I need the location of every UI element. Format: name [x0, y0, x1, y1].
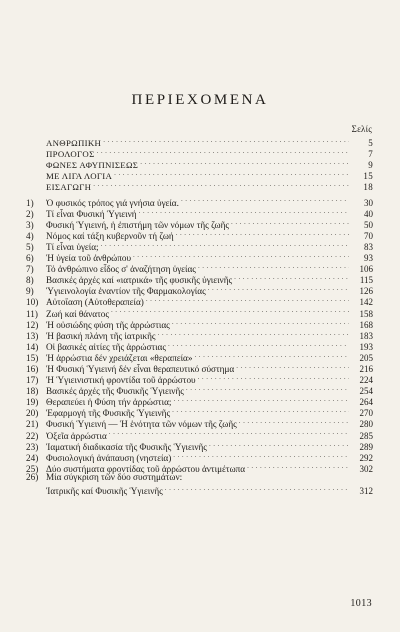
toc-chapter-item: [26, 483, 373, 494]
dot-leader: [234, 272, 349, 283]
entry-title: Δύο συστήματα φροντίδας τοῦ ἀρρώστου ἀντιμέτωπα: [46, 463, 246, 474]
dot-leader: [173, 394, 349, 405]
entry-page-number: 312: [359, 486, 373, 496]
toc-chapter-item: [26, 361, 373, 372]
dot-leader: [172, 317, 349, 328]
toc-front-item: [26, 168, 373, 182]
entry-title: Ἐφαρμογή τῆς Φυσικῆς Ὑγιεινῆς: [46, 408, 171, 419]
chapter-number: 10): [26, 297, 39, 308]
toc-chapter-item: [26, 394, 373, 408]
entry-title: Ὑγιεινολογία ἐναντίον τῆς Φαρμακολογίας: [46, 286, 206, 297]
toc-chapter-item: [26, 317, 373, 328]
dot-leader: [139, 206, 349, 217]
entry-page-number: 216: [359, 363, 373, 374]
entry-page-number: 280: [359, 419, 373, 430]
chapter-number: 21): [26, 419, 39, 430]
entry-page-number: 289: [359, 441, 373, 452]
table-of-contents: [26, 135, 373, 494]
toc-chapter-item: [26, 294, 373, 308]
toc-chapter-item: [26, 194, 373, 208]
dot-leader: [97, 146, 349, 157]
chapter-number: 3): [26, 219, 34, 230]
entry-title: Μία σύγκριση τῶν δύο συστημάτων:: [46, 471, 183, 482]
page-column-header: Σελίς: [351, 124, 372, 134]
dot-leader: [93, 179, 349, 190]
dot-leader: [111, 305, 349, 316]
toc-chapter-item: [26, 383, 373, 397]
chapter-number: 20): [26, 408, 39, 419]
chapter-number: 13): [26, 330, 39, 341]
chapter-number: 8): [26, 275, 34, 286]
entry-title: Ἰατρικῆς καί Φυσικῆς Ὑγιεινῆς: [46, 486, 163, 496]
entry-page-number: 40: [364, 208, 373, 219]
dot-leader: [173, 450, 349, 461]
toc-chapter-item: [26, 450, 373, 461]
toc-chapter-item: [26, 206, 373, 217]
dot-leader: [109, 427, 349, 438]
entry-title: Ἰαματική διαδικασία τῆς Φυσικῆς Ὑγιεινῆς: [46, 441, 207, 452]
toc-chapter-item: [26, 472, 373, 483]
entry-title: Ὀξεῖα ἀρρώστια: [46, 430, 107, 441]
toc-chapter-item: [26, 217, 373, 228]
entry-title: Βασικές ἀρχές καί «ιατρικά» τῆς φυσικῆς ὑγιεινῆς: [46, 275, 233, 286]
toc-front-item: [26, 146, 373, 160]
entry-title: Ἡ ὑγεία τοῦ ἀνθρώπου: [46, 253, 131, 264]
entry-title: Ζωή καί θάνατος: [46, 308, 109, 319]
entry-page-number: 302: [359, 463, 373, 474]
dot-leader: [236, 361, 349, 372]
toc-chapter-item: [26, 283, 373, 297]
entry-page-number: 115: [359, 275, 373, 286]
chapter-number: 24): [26, 452, 39, 463]
chapter-number: 26): [26, 471, 39, 482]
entry-page-number: 106: [359, 264, 373, 275]
entry-title: Φυσική Ὑγιεινή, ἡ ἐπιστήμη τῶν νόμων τῆς ζωῆς: [46, 219, 230, 230]
chapter-number: 7): [26, 264, 34, 275]
dot-leader: [247, 461, 349, 472]
entry-page-number: 205: [359, 352, 373, 363]
dot-leader: [146, 294, 349, 305]
entry-page-number: 50: [364, 219, 373, 230]
entry-title: ΑΝΘΡΩΠΙΚΗ: [46, 138, 102, 149]
dot-leader: [208, 283, 349, 294]
dot-leader: [181, 194, 349, 205]
dot-leader: [158, 328, 349, 339]
entry-page-number: 254: [359, 386, 373, 397]
toc-chapter-item: [26, 439, 373, 450]
chapter-number: 17): [26, 375, 39, 386]
entry-page-number: 285: [359, 430, 373, 441]
entry-title: ΦΩΝΕΣ ΑΦΥΠΝΙΣΕΩΣ: [46, 160, 139, 171]
toc-chapter-item: [26, 416, 373, 430]
entry-title: ΕΙΣΑΓΩΓΗ: [46, 182, 92, 193]
toc-chapter-item: [26, 272, 373, 286]
entry-page-number: 93: [364, 253, 373, 264]
entry-page-number: 168: [359, 319, 373, 330]
entry-title: Ἡ ἀρρώστια δέν χρειάζεται «θεραπεία»: [46, 352, 193, 363]
chapter-number: 2): [26, 208, 34, 219]
entry-page-number: 70: [364, 230, 373, 241]
page-title: ΠΕΡΙΕΧΟΜΕΝΑ: [131, 92, 269, 108]
entry-title: Οἱ βασικές αἰτίες τῆς ἀρρώστιας: [46, 341, 167, 352]
entry-title: Ἡ Φυσική Ὑγιεινή δέν εἶναι θεραπευτικό σύστημα: [46, 363, 235, 374]
entry-title: Θεραπεύει ἡ Φύση τήν ἀρρώστια;: [46, 397, 172, 408]
chapter-number: 4): [26, 230, 34, 241]
dot-leader: [103, 135, 349, 146]
entry-title: Τί εἶναι Φυσική Ὑγιεινή: [46, 208, 137, 219]
entry-page-number: 158: [359, 308, 373, 319]
entry-title: Νόμος καί τάξη κυβερνοῦν τή ζωή: [46, 230, 174, 241]
entry-title: ΠΡΟΛΟΓΟΣ: [46, 149, 95, 160]
dot-leader: [209, 439, 349, 450]
chapter-number: 12): [26, 319, 39, 330]
entry-title: Φυσιολογική ἀνάπαυση (νηστεία): [46, 452, 172, 463]
dot-leader: [168, 339, 349, 350]
chapter-number: 18): [26, 386, 39, 397]
toc-front-item: [26, 135, 373, 149]
dot-leader: [239, 416, 349, 427]
toc-chapter-item: [26, 250, 373, 264]
entry-page-number: 270: [359, 408, 373, 419]
chapter-number: 11): [26, 308, 38, 319]
chapter-number: 25): [26, 463, 39, 474]
entry-page-number: 83: [364, 241, 373, 252]
toc-chapter-item: [26, 239, 373, 250]
chapter-list: [26, 194, 373, 494]
chapter-number: 6): [26, 253, 34, 264]
chapter-number: 1): [26, 197, 34, 208]
dot-leader: [172, 405, 349, 416]
chapter-number: 14): [26, 341, 39, 352]
chapter-number: 19): [26, 397, 39, 408]
dot-leader: [101, 239, 349, 250]
entry-page-number: 5: [368, 138, 373, 149]
entry-page-number: 292: [359, 452, 373, 463]
entry-title: Τό ἀνθρώπινο εἶδος σ' ἀναζήτηση ὑγείας: [46, 264, 196, 275]
entry-page-number: 9: [368, 160, 373, 171]
toc-chapter-item: [26, 405, 373, 419]
toc-front-item: [26, 157, 373, 171]
chapter-number: 5): [26, 241, 34, 252]
page-number: 1013: [350, 598, 372, 609]
dot-leader: [114, 168, 349, 179]
toc-chapter-item: [26, 328, 373, 339]
entry-title: Τί εἶναι ὑγεία;: [46, 241, 99, 252]
toc-chapter-item: [26, 350, 373, 361]
dot-leader: [186, 383, 349, 394]
chapter-number: 22): [26, 430, 39, 441]
toc-chapter-item: [26, 228, 373, 239]
toc-chapter-item: [26, 427, 373, 441]
dot-leader: [231, 217, 349, 228]
entry-title: Αὐτοΐαση (Αὐτοθεραπεία): [46, 297, 144, 308]
chapter-number: 9): [26, 286, 34, 297]
entry-page-number: 142: [359, 297, 373, 308]
dot-leader: [194, 350, 349, 361]
entry-title: ΜΕ ΛΙΓΑ ΛΟΓΙΑ: [46, 171, 113, 182]
entry-title: Ἡ οὐσιώδης φύση τῆς ἀρρώστιας: [46, 319, 170, 330]
entry-page-number: 264: [359, 397, 373, 408]
entry-page-number: 7: [368, 149, 373, 160]
entry-title: Βασικές ἀρχές τῆς Φυσικῆς Ὑγιεινῆς: [46, 386, 184, 397]
entry-page-number: 193: [359, 341, 373, 352]
chapter-number: 16): [26, 363, 39, 374]
front-matter-list: [26, 135, 373, 194]
entry-page-number: 15: [363, 171, 373, 182]
toc-chapter-item: [26, 339, 373, 350]
toc-chapter-item: [26, 305, 373, 319]
entry-title: Φυσική Ὑγιεινή — Ἡ ἑνότητα τῶν νόμων τῆς ζωῆς: [46, 419, 237, 430]
toc-chapter-item: [26, 261, 373, 275]
entry-page-number: 18: [363, 182, 373, 193]
entry-page-number: 224: [359, 375, 373, 386]
chapter-number: 23): [26, 441, 39, 452]
dot-leader: [165, 483, 349, 494]
entry-page-number: 126: [359, 286, 373, 297]
chapter-number: 15): [26, 352, 39, 363]
toc-chapter-item: [26, 461, 373, 472]
toc-chapter-item: [26, 372, 373, 386]
dot-leader: [133, 250, 349, 261]
dot-leader: [198, 372, 349, 383]
entry-page-number: 30: [364, 197, 373, 208]
dot-leader: [176, 228, 349, 239]
entry-title: Ἡ βασική πλάνη τῆς ἰατρικῆς: [46, 330, 156, 341]
entry-title: Ἡ Ὑγιεινιστική φροντίδα τοῦ ἀρρώστου: [46, 375, 196, 386]
entry-title: Ὁ φυσικός τρόπος γιά γνήσια ὑγεία.: [46, 197, 179, 208]
dot-leader: [198, 261, 349, 272]
toc-front-item: [26, 179, 373, 193]
dot-leader: [140, 157, 349, 168]
entry-page-number: 183: [359, 330, 373, 341]
